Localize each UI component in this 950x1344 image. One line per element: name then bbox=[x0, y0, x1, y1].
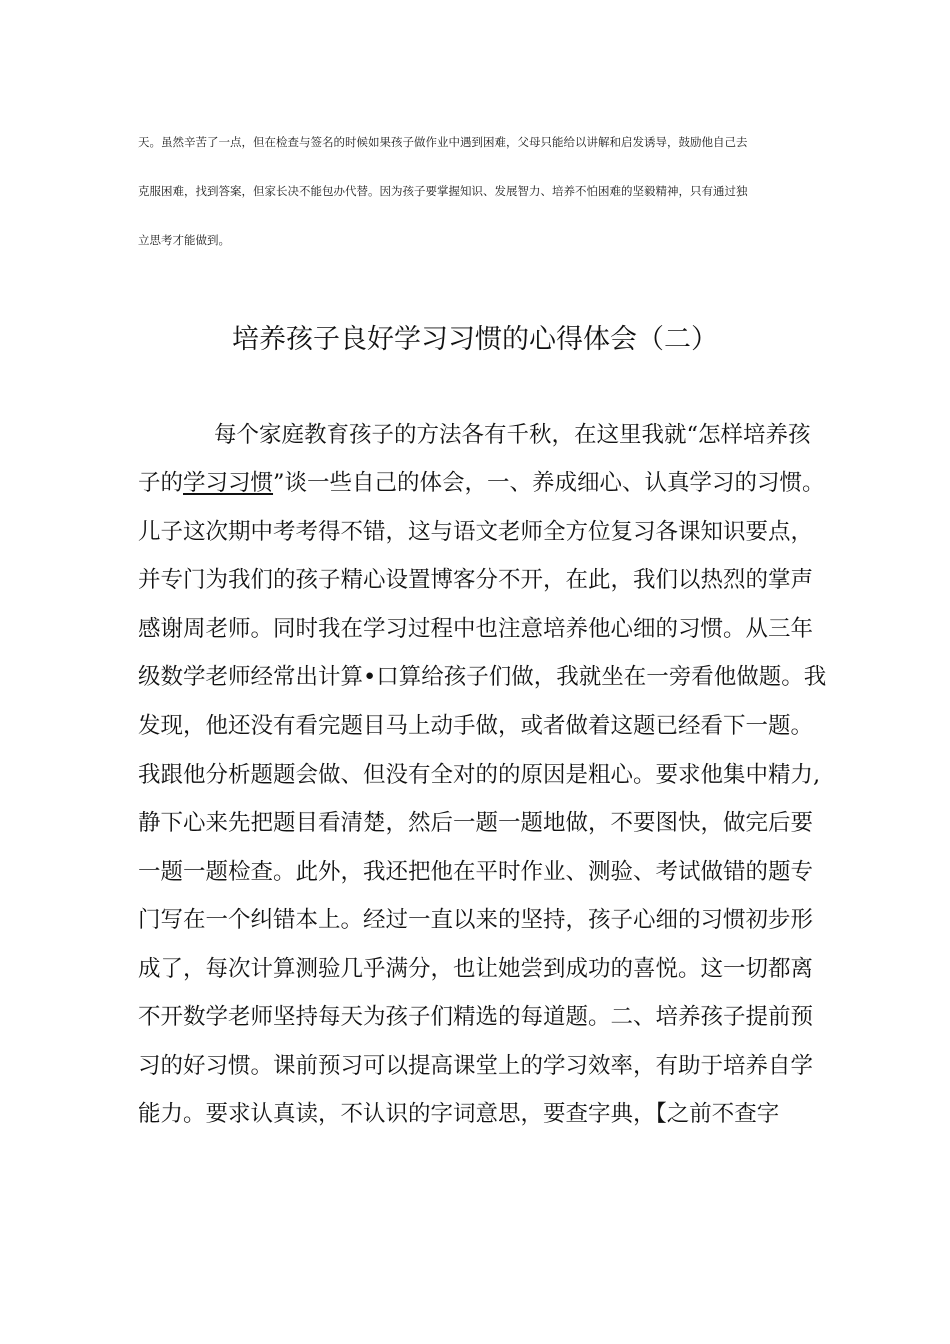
body-line-8: 我跟他分析题题会做、但没有全对的的原因是粗心。要求他集中精力, bbox=[138, 762, 821, 788]
study-habit-link[interactable]: 学习习惯 bbox=[183, 470, 274, 496]
top-paragraph-line-3: 立思考才能做到。 bbox=[138, 233, 230, 247]
body-line-15: 能力。要求认真读，不认识的字词意思，要查字典，【之前不查字 bbox=[138, 1101, 780, 1127]
body-line-14: 习的好习惯。课前预习可以提高课堂上的学习效率，有助于培养自学 bbox=[138, 1053, 814, 1079]
body-line-2 bbox=[138, 468, 825, 498]
body-line-1: 每个家庭教育孩子的方法各有千秋，在这里我就“怎样培养孩 bbox=[214, 422, 811, 448]
section-title: 培养孩子良好学习习惯的心得体会（二） bbox=[232, 324, 718, 355]
body-line-7: 发现，他还没有看完题目马上动手做，或者做着这题已经看下一题。 bbox=[138, 713, 814, 739]
body-line-11: 门写在一个纠错本上。经过一直以来的坚持，孩子心细的习惯初步形 bbox=[138, 907, 814, 933]
body-line-5: 感谢周老师。同时我在学习过程中也注意培养他心细的习惯。从三年 bbox=[138, 616, 814, 642]
body-line-6: 级数学老师经常出计算•口算给孩子们做，我就坐在一旁看他做题。我 bbox=[138, 664, 827, 690]
body-line-4: 并专门为我们的孩子精心设置博客分不开，在此，我们以热烈的掌声 bbox=[138, 567, 814, 593]
top-paragraph-line-2: 克服困难，找到答案，但家长决不能包办代替。因为孩子要掌握知识、发展智力、培养不怕困难的坚毅精神，只有通过独 bbox=[138, 184, 748, 198]
top-paragraph-line-1: 天。虽然辛苦了一点，但在检查与签名的时候如果孩子做作业中遇到困难，父母只能给以讲解和启发诱导，鼓励他自己去 bbox=[138, 135, 748, 149]
body-line-12: 成了，每次计算测验几乎满分，也让她尝到成功的喜悦。这一切都离 bbox=[138, 956, 814, 982]
body-line-3: 儿子这次期中考考得不错，这与语文老师全方位复习各课知识要点， bbox=[138, 519, 814, 545]
body-line-9: 静下心来先把题目看清楚，然后一题一题地做，不要图快，做完后要 bbox=[138, 810, 814, 836]
body-line-2-prefix: 子的 bbox=[138, 470, 184, 496]
body-line-13: 不开数学老师坚持每天为孩子们精选的每道题。二、培养孩子提前预 bbox=[138, 1004, 814, 1030]
body-line-10: 一题一题检查。此外，我还把他在平时作业、测验、考试做错的题专 bbox=[138, 859, 814, 885]
body-line-2-suffix: ”谈一些自己的体会，一、养成细心、认真学习的习惯。 bbox=[273, 470, 825, 496]
